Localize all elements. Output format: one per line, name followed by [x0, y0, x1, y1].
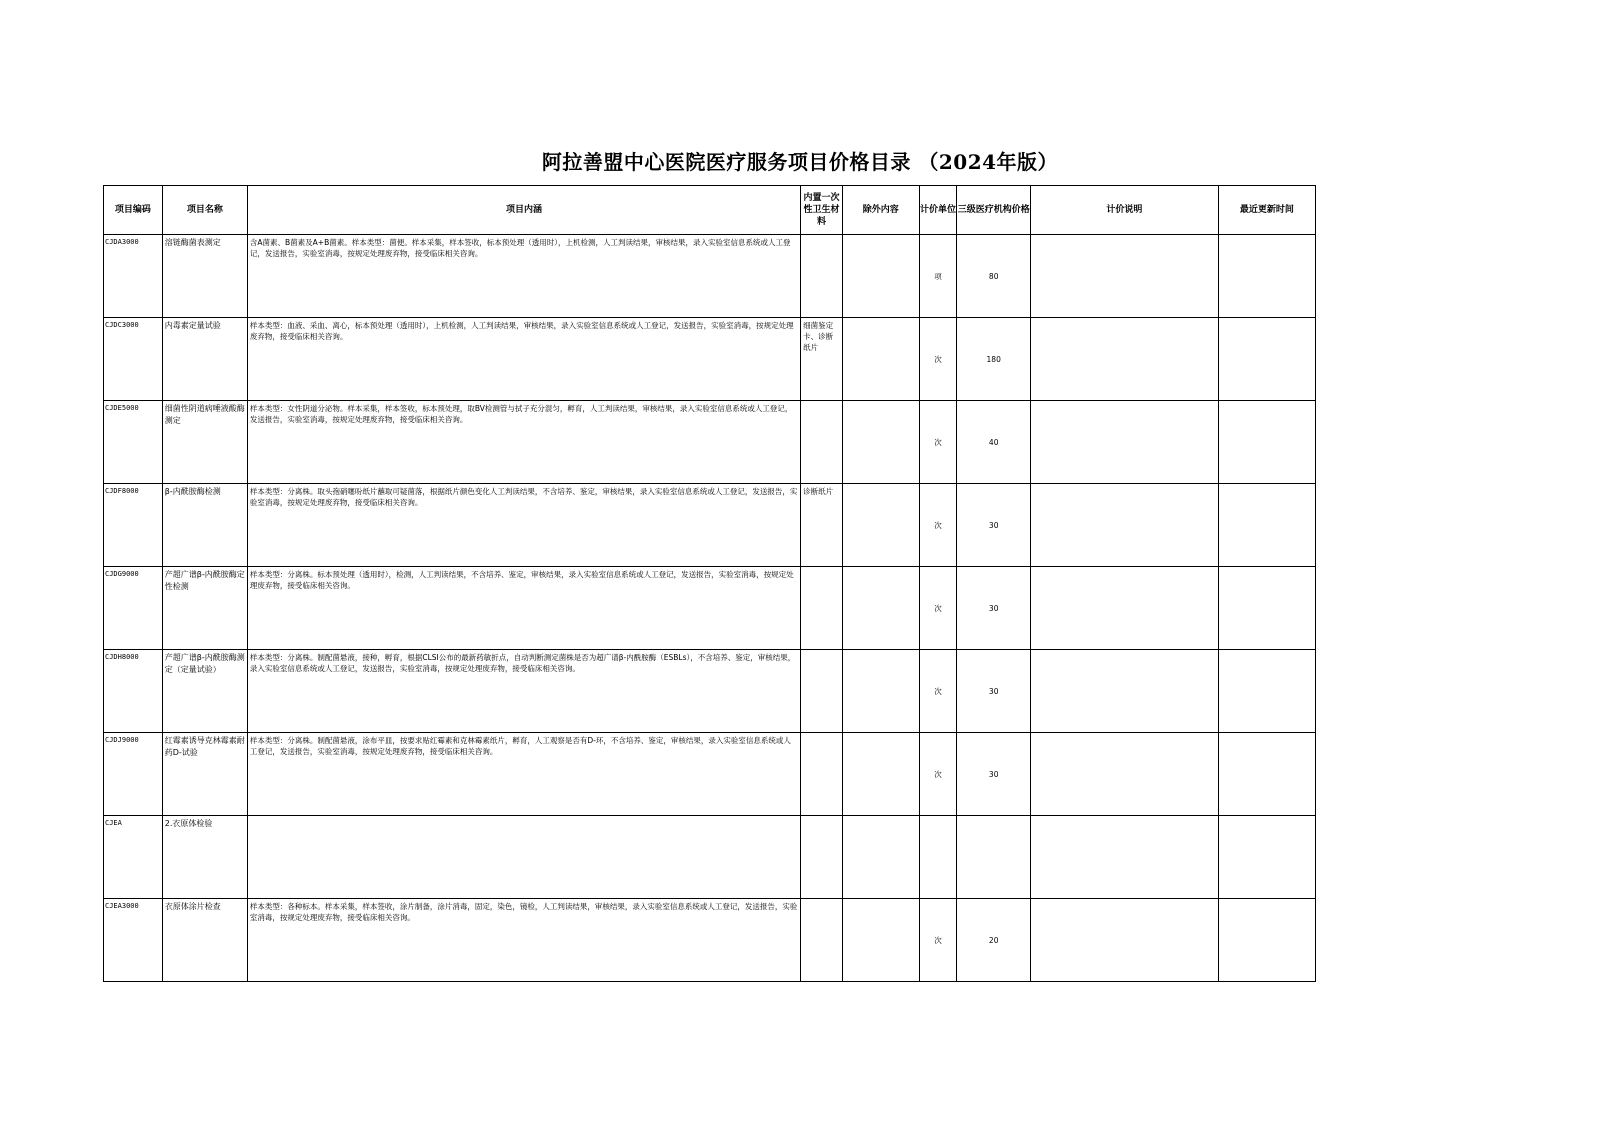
- cell-unit: 次: [919, 401, 956, 484]
- header-content: 项目内涵: [247, 186, 800, 235]
- cell-notes: [1031, 567, 1218, 650]
- cell-notes: [1031, 484, 1218, 567]
- header-code: 项目编码: [104, 186, 163, 235]
- cell-code: CJDA3000: [104, 235, 163, 318]
- price-catalog-table: [103, 185, 1316, 982]
- cell-name: 2.衣原体检验: [162, 816, 247, 899]
- cell-content: 样本类型：血液、采血、离心，标本预处理（透用时），上机检测，人工判读结果，审核结果，录入实验室信息系统或人工登记，发送报告，实验室消毒，按规定处理废弃物，接受临床相关咨询。: [247, 318, 800, 401]
- cell-name: 产超广谱β-内酰胺酶测定（定量试验）: [162, 650, 247, 733]
- header-updated: 最近更新时间: [1218, 186, 1315, 235]
- cell-updated: [1218, 899, 1315, 982]
- cell-notes: [1031, 318, 1218, 401]
- table-row: [104, 567, 1316, 650]
- header-material: 内置一次性卫生材料: [801, 186, 843, 235]
- cell-code: CJDJ9000: [104, 733, 163, 816]
- cell-updated: [1218, 816, 1315, 899]
- header-excluded: 除外内容: [842, 186, 919, 235]
- cell-notes: [1031, 401, 1218, 484]
- cell-excluded: [842, 899, 919, 982]
- cell-material: 诊断纸片: [801, 484, 843, 567]
- cell-notes: [1031, 816, 1218, 899]
- cell-material: [801, 733, 843, 816]
- cell-notes: [1031, 733, 1218, 816]
- cell-material: [801, 816, 843, 899]
- cell-code: CJDG9000: [104, 567, 163, 650]
- cell-material: [801, 567, 843, 650]
- cell-excluded: [842, 484, 919, 567]
- cell-price: 30: [957, 733, 1031, 816]
- cell-price: 30: [957, 650, 1031, 733]
- cell-content: 样本类型：分离株。制配菌悬液，接种，孵育，根据CLSI公布的最新药敏折点，自动判断测定菌株是否为超广谱β-内酰胺酶（ESBLs），不含培养、鉴定，审核结果，录入实验室信息系统或人工登记，发送报告，实验室消毒，按规定处理废弃物，接受临床相关咨询。: [247, 650, 800, 733]
- cell-unit: 次: [919, 733, 956, 816]
- cell-excluded: [842, 401, 919, 484]
- cell-code: CJEA3000: [104, 899, 163, 982]
- header-unit: 计价单位: [919, 186, 956, 235]
- cell-content: 样本类型：各种标本。样本采集，样本签收，涂片制备，涂片消毒，固定，染色，镜检，人工判读结果，审核结果，录入实验室信息系统或人工登记，发送报告，实验室消毒，按规定处理废弃物，接受临床相关咨询。: [247, 899, 800, 982]
- cell-updated: [1218, 484, 1315, 567]
- cell-excluded: [842, 816, 919, 899]
- cell-code: CJDH8000: [104, 650, 163, 733]
- header-price: 三级医疗机构价格: [957, 186, 1031, 235]
- cell-name: β-内酰胺酶检测: [162, 484, 247, 567]
- cell-unit: 次: [919, 484, 956, 567]
- cell-code: CJDC3000: [104, 318, 163, 401]
- cell-price: 30: [957, 484, 1031, 567]
- cell-notes: [1031, 235, 1218, 318]
- page-title: 阿拉善盟中心医院医疗服务项目价格目录 （2024年版）: [541, 150, 1059, 174]
- cell-material: [801, 899, 843, 982]
- table-row: [104, 401, 1316, 484]
- cell-price: 20: [957, 899, 1031, 982]
- cell-updated: [1218, 235, 1315, 318]
- cell-code: CJDE5000: [104, 401, 163, 484]
- cell-excluded: [842, 318, 919, 401]
- cell-price: 30: [957, 567, 1031, 650]
- cell-name: 产超广谱β-内酰胺酶定性检测: [162, 567, 247, 650]
- cell-unit: 次: [919, 650, 956, 733]
- cell-unit: 项: [919, 235, 956, 318]
- cell-updated: [1218, 567, 1315, 650]
- cell-name: 内毒素定量试验: [162, 318, 247, 401]
- cell-code: CJDF8000: [104, 484, 163, 567]
- cell-name: 细菌性阴道病唾液酸酶测定: [162, 401, 247, 484]
- cell-material: [801, 401, 843, 484]
- cell-updated: [1218, 401, 1315, 484]
- cell-excluded: [842, 235, 919, 318]
- cell-unit: [919, 816, 956, 899]
- cell-material: [801, 235, 843, 318]
- header-notes: 计价说明: [1031, 186, 1218, 235]
- cell-code: CJEA: [104, 816, 163, 899]
- cell-content: [247, 816, 800, 899]
- cell-content: 含A菌素、B菌素及A+B菌素。样本类型：菌便。样本采集，样本签收，标本预处理（透用时），上机检测，人工判读结果，审核结果，录入实验室信息系统或人工登记，发送报告，实验室消毒，按规定处理废弃物，接受临床相关咨询。: [247, 235, 800, 318]
- cell-price: 40: [957, 401, 1031, 484]
- table-row: [104, 733, 1316, 816]
- cell-content: 样本类型：分离株。制配菌悬液，涂布平皿，按要求贴红霉素和克林霉素纸片，孵育，人工观察是否有D-环，不含培养、鉴定，审核结果，录入实验室信息系统或人工登记，发送报告，实验室消毒，按规定处理废弃物，接受临床相关咨询。: [247, 733, 800, 816]
- cell-updated: [1218, 733, 1315, 816]
- cell-content: 样本类型：女性阴道分泌物。样本采集，样本签收，标本预处理，取BV检测管与拭子充分混匀，孵育，人工判读结果，审核结果，录入实验室信息系统或人工登记，发送报告，实验室消毒，按规定处理废弃物，接受临床相关咨询。: [247, 401, 800, 484]
- cell-updated: [1218, 318, 1315, 401]
- cell-price: 180: [957, 318, 1031, 401]
- table-row: [104, 318, 1316, 401]
- cell-unit: 次: [919, 318, 956, 401]
- table-row: [104, 484, 1316, 567]
- table-row: [104, 235, 1316, 318]
- cell-name: 衣原体涂片检查: [162, 899, 247, 982]
- cell-name: 红霉素诱导克林霉素耐药D-试验: [162, 733, 247, 816]
- header-row: [104, 186, 1316, 235]
- table-row: [104, 816, 1316, 899]
- cell-notes: [1031, 899, 1218, 982]
- cell-excluded: [842, 733, 919, 816]
- cell-unit: 次: [919, 899, 956, 982]
- cell-name: 溶链酶菌表测定: [162, 235, 247, 318]
- cell-excluded: [842, 567, 919, 650]
- cell-material: [801, 650, 843, 733]
- cell-material: 细菌鉴定卡、诊断纸片: [801, 318, 843, 401]
- cell-unit: 次: [919, 567, 956, 650]
- cell-content: 样本类型：分离株。标本预处理（透用时），检测，人工判读结果，不含培养、鉴定，审核结果，录入实验室信息系统或人工登记，发送报告，实验室消毒，按规定处理废弃物，接受临床相关咨询。: [247, 567, 800, 650]
- cell-updated: [1218, 650, 1315, 733]
- cell-content: 样本类型：分离株。取头孢硝噻吩纸片蘸取可疑菌落，根据纸片颜色变化人工判读结果，不含培养、鉴定，审核结果，录入实验室信息系统或人工登记，发送报告，实验室消毒，按规定处理废弃物，接受临床相关咨询。: [247, 484, 800, 567]
- cell-notes: [1031, 650, 1218, 733]
- cell-price: [957, 816, 1031, 899]
- cell-price: 80: [957, 235, 1031, 318]
- header-name: 项目名称: [162, 186, 247, 235]
- table-row: [104, 650, 1316, 733]
- cell-excluded: [842, 650, 919, 733]
- table-row: [104, 899, 1316, 982]
